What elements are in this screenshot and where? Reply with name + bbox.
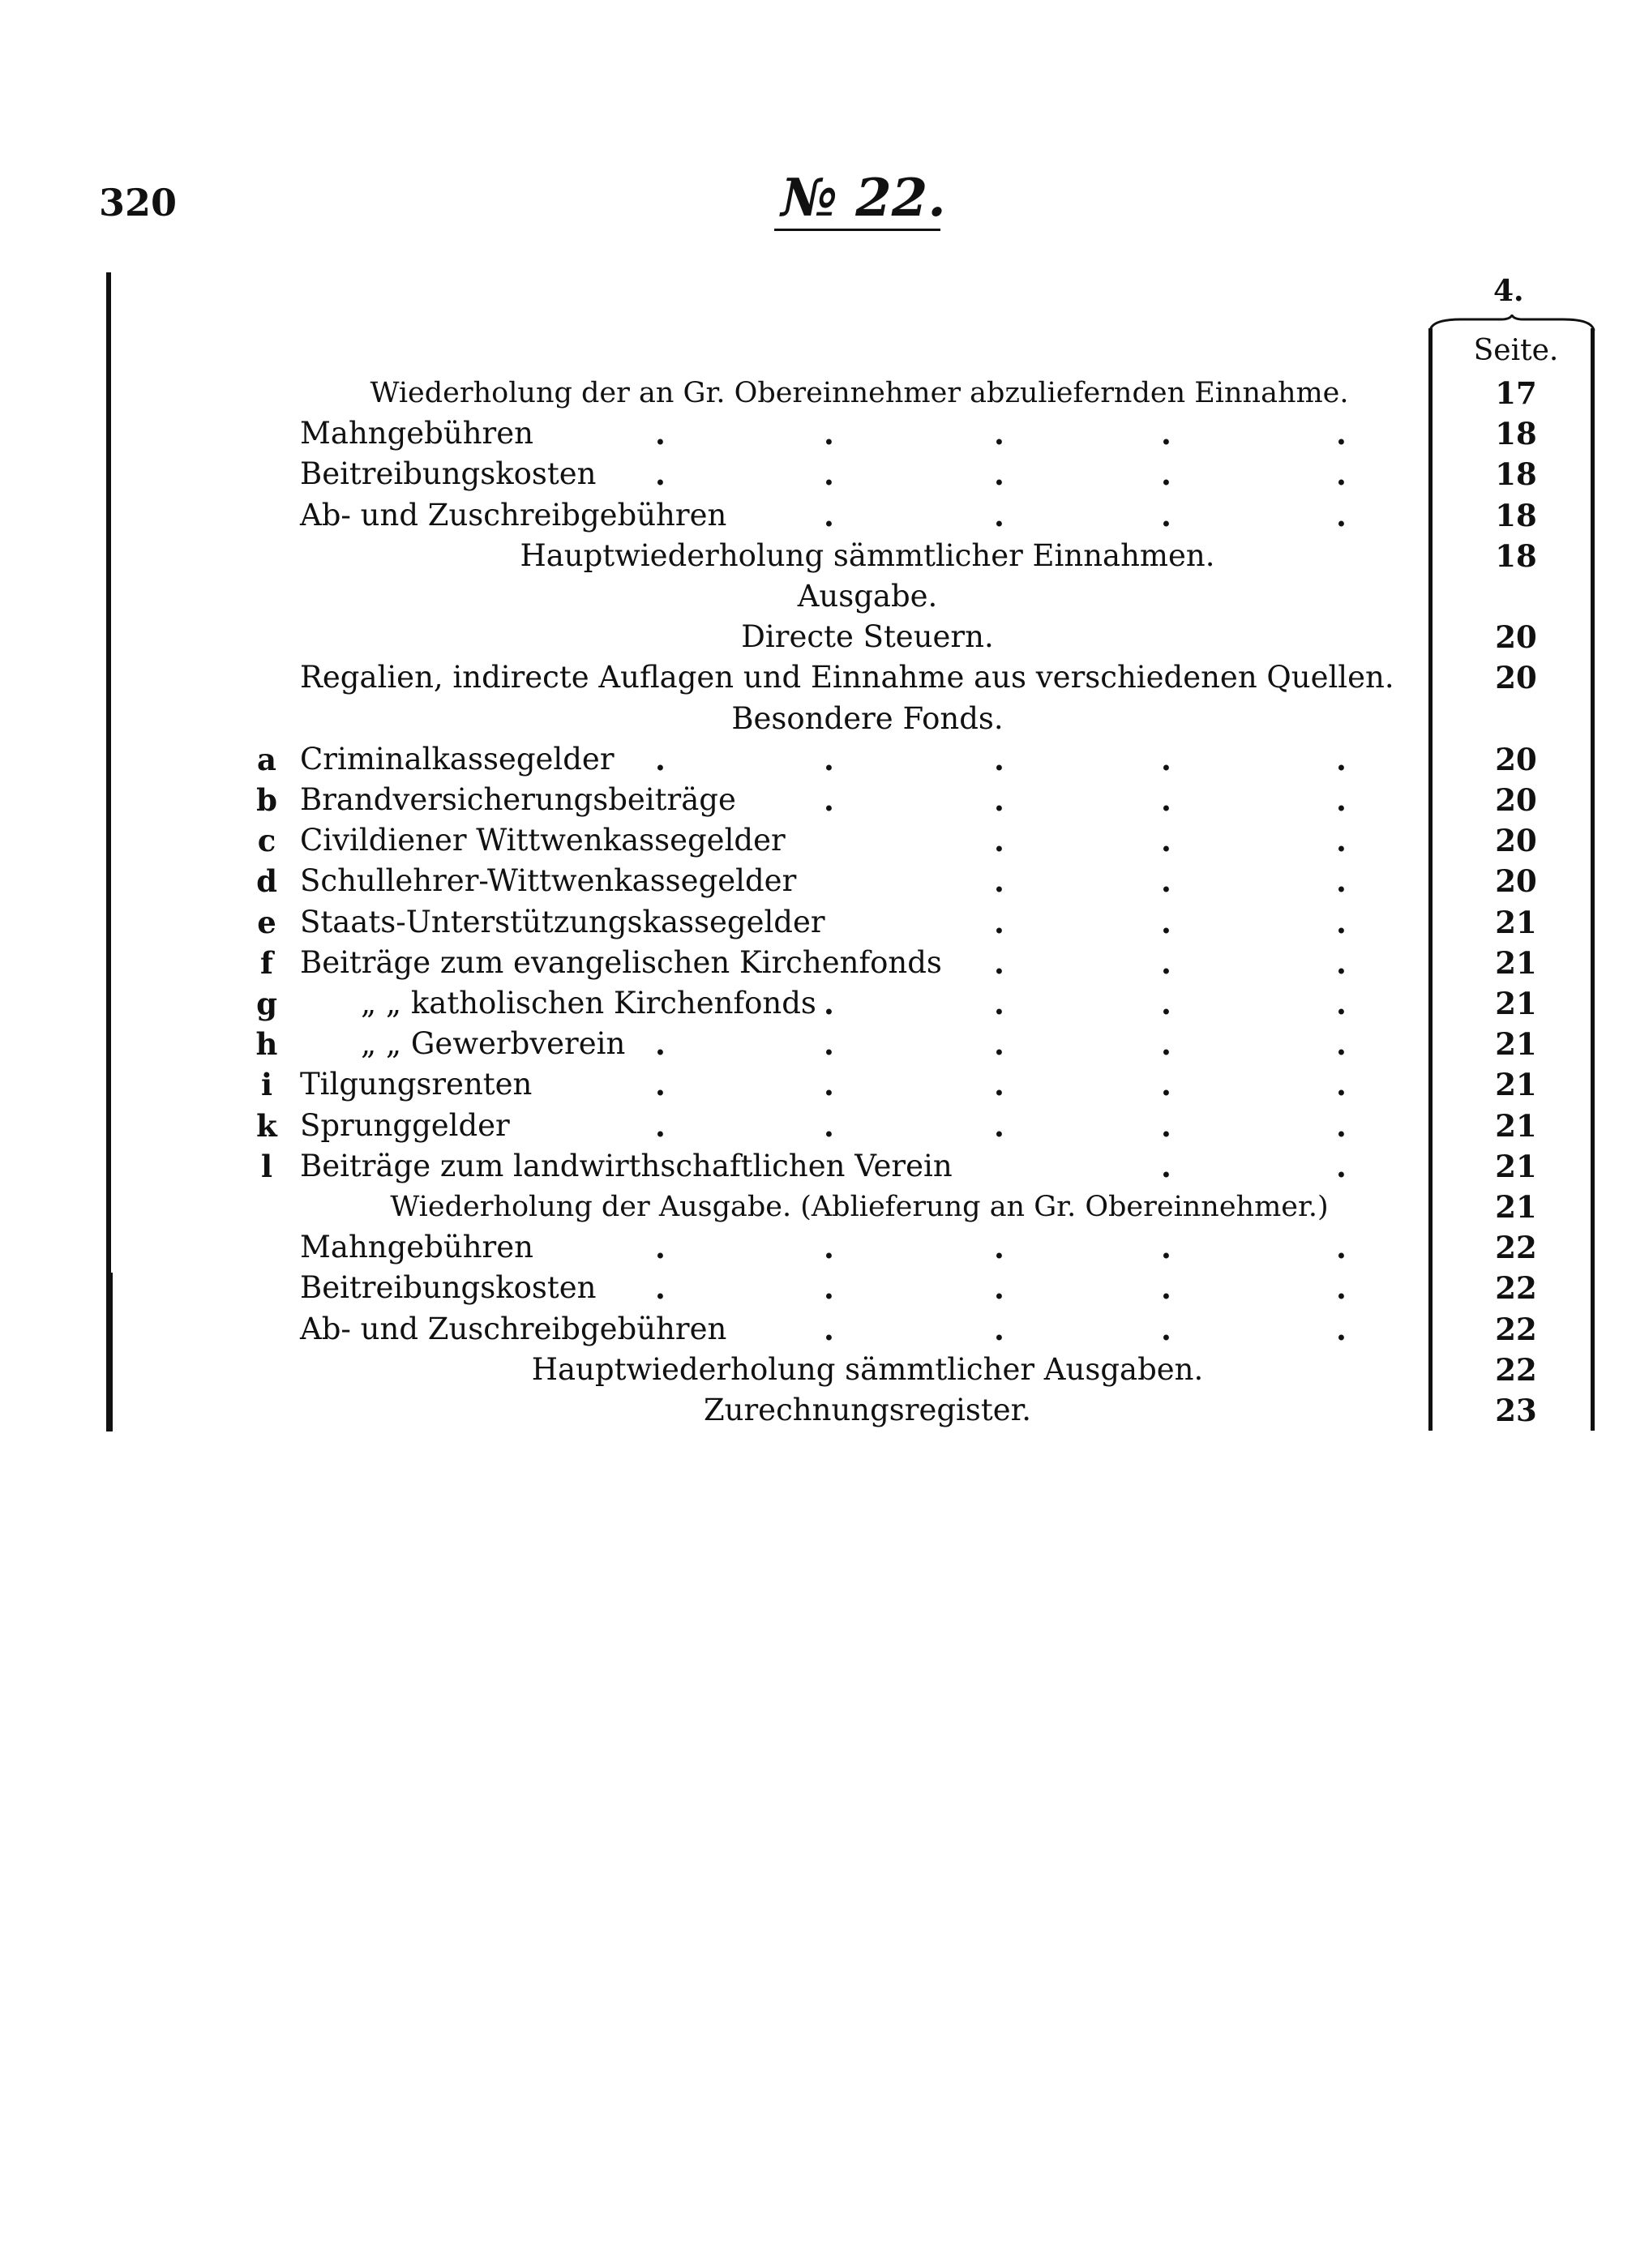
list-item xyxy=(0,1390,1636,1431)
leader-dot: . xyxy=(1336,1149,1347,1184)
row-letter: k xyxy=(256,1108,277,1144)
leader-dot: . xyxy=(994,1270,1004,1306)
leader-dot: . xyxy=(994,1108,1004,1144)
document-heading: № 22. xyxy=(781,168,946,229)
leader-dot: . xyxy=(994,456,1004,492)
page-reference: 20 xyxy=(1495,823,1537,858)
row-letter: a xyxy=(257,742,276,777)
leader-dot: . xyxy=(655,1026,666,1062)
leader-dot: . xyxy=(824,1312,834,1347)
list-item xyxy=(0,657,1636,698)
row-letter: d xyxy=(256,863,277,899)
list-item xyxy=(0,1106,1636,1146)
page-reference: 18 xyxy=(1495,456,1537,492)
list-item xyxy=(0,1064,1636,1105)
row-label: Hauptwiederholung sämmtlicher Ausgaben. xyxy=(531,1352,1204,1387)
leader-dot: . xyxy=(1161,1026,1171,1062)
list-item xyxy=(0,780,1636,820)
leader-dot: . xyxy=(1161,1149,1171,1184)
leader-dot: . xyxy=(824,1108,834,1144)
leader-dot: . xyxy=(1161,1067,1171,1102)
list-item xyxy=(0,902,1636,943)
leader-dot: . xyxy=(994,986,1004,1021)
leader-dot: . xyxy=(994,1067,1004,1102)
leader-dot: . xyxy=(1336,863,1347,899)
leader-dot: . xyxy=(1161,782,1171,818)
leader-dot: . xyxy=(1336,1312,1347,1347)
page-reference: 22 xyxy=(1495,1230,1537,1265)
leader-dot: . xyxy=(1336,1270,1347,1306)
leader-dot: . xyxy=(1161,1230,1171,1265)
page-reference: 18 xyxy=(1495,538,1537,574)
list-item xyxy=(0,454,1636,494)
row-label: Regalien, indirecte Auflagen und Einnahme aus verschiedenen Quellen. xyxy=(300,660,1394,695)
page-reference: 18 xyxy=(1495,498,1537,533)
leader-dot: . xyxy=(1161,986,1171,1021)
list-item xyxy=(0,413,1636,454)
leader-dot: . xyxy=(1336,945,1347,981)
row-label: Brandversicherungsbeiträge xyxy=(300,782,736,817)
leader-dot: . xyxy=(1336,1067,1347,1102)
row-label: Wiederholung der Ausgabe. (Ablieferung an Gr. Obereinnehmer.) xyxy=(390,1191,1329,1223)
row-label: Civildiener Wittwenkassegelder xyxy=(300,823,786,858)
leader-dot: . xyxy=(1336,1026,1347,1062)
page-reference: 18 xyxy=(1495,416,1537,451)
leader-dot: . xyxy=(1161,498,1171,533)
row-label: Beitreibungskosten xyxy=(300,456,597,491)
page-reference: 20 xyxy=(1495,863,1537,899)
leader-dot: . xyxy=(1161,1312,1171,1347)
page-reference: 20 xyxy=(1495,782,1537,818)
list-item xyxy=(0,1350,1636,1390)
row-letter: l xyxy=(260,1149,273,1184)
leader-dot: . xyxy=(824,742,834,777)
leader-dot: . xyxy=(1336,742,1347,777)
leader-dot: . xyxy=(824,456,834,492)
leader-dot: . xyxy=(824,986,834,1021)
leader-dot: . xyxy=(1336,782,1347,818)
leader-dot: . xyxy=(994,945,1004,981)
row-label: Beiträge zum landwirthschaftlichen Verein xyxy=(300,1149,953,1183)
list-item xyxy=(0,1146,1636,1187)
leader-dot: . xyxy=(1336,986,1347,1021)
leader-dot: . xyxy=(1161,1108,1171,1144)
row-label: Criminalkassegelder xyxy=(300,742,615,777)
page-reference: 20 xyxy=(1495,619,1537,655)
section-number: 4. xyxy=(1493,274,1524,308)
page-reference: 21 xyxy=(1495,905,1537,940)
page-reference: 20 xyxy=(1495,742,1537,777)
heading-underline xyxy=(774,229,940,231)
list-item xyxy=(0,739,1636,780)
list-item xyxy=(0,861,1636,901)
row-letter: i xyxy=(260,1067,273,1102)
leader-dot: . xyxy=(824,1230,834,1265)
page-reference: 23 xyxy=(1495,1393,1537,1428)
page-reference: 21 xyxy=(1495,1189,1537,1225)
leader-dot: . xyxy=(994,905,1004,940)
row-label: Schullehrer-Wittwenkassegelder xyxy=(300,863,797,898)
leader-dot: . xyxy=(994,863,1004,899)
leader-dot: . xyxy=(655,1067,666,1102)
row-label: Tilgungsrenten xyxy=(300,1067,533,1102)
leader-dot: . xyxy=(1336,1230,1347,1265)
page-reference: 21 xyxy=(1495,1149,1537,1184)
leader-dot: . xyxy=(994,1312,1004,1347)
leader-dot: . xyxy=(1161,823,1171,858)
leader-dot: . xyxy=(1336,905,1347,940)
leader-dot: . xyxy=(1336,456,1347,492)
row-label: Beitreibungskosten xyxy=(300,1270,597,1305)
row-letter: g xyxy=(256,986,277,1021)
leader-dot: . xyxy=(1161,456,1171,492)
list-item xyxy=(0,820,1636,861)
row-label: Beiträge zum evangelischen Kirchenfonds xyxy=(300,945,942,980)
row-letter: b xyxy=(256,782,277,818)
leader-dot: . xyxy=(994,1230,1004,1265)
row-label: „ „ katholischen Kirchenfonds xyxy=(361,986,816,1021)
list-item xyxy=(0,1187,1636,1227)
list-item xyxy=(0,495,1636,536)
leader-dot: . xyxy=(824,1067,834,1102)
row-letter: f xyxy=(260,945,273,981)
leader-dot: . xyxy=(1161,945,1171,981)
leader-dot: . xyxy=(655,1230,666,1265)
leader-dot: . xyxy=(824,498,834,533)
leader-dot: . xyxy=(1336,416,1347,451)
page-reference: 21 xyxy=(1495,986,1537,1021)
leader-dot: . xyxy=(994,742,1004,777)
list-item xyxy=(0,1227,1636,1268)
leader-dot: . xyxy=(994,823,1004,858)
row-label: Staats-Unterstützungskassegelder xyxy=(300,905,825,939)
page-reference: 21 xyxy=(1495,1026,1537,1062)
list-item xyxy=(0,536,1636,576)
list-item xyxy=(0,943,1636,983)
page-reference: 22 xyxy=(1495,1352,1537,1388)
leader-dot: . xyxy=(994,1026,1004,1062)
leader-dot: . xyxy=(655,742,666,777)
row-label: Ab- und Zuschreibgebühren xyxy=(300,498,727,533)
leader-dot: . xyxy=(1161,905,1171,940)
list-item xyxy=(0,1024,1636,1064)
page-reference: 17 xyxy=(1495,375,1537,411)
leader-dot: . xyxy=(655,416,666,451)
list-item xyxy=(0,1268,1636,1308)
page-reference: 22 xyxy=(1495,1312,1537,1347)
column-brace xyxy=(1428,315,1595,332)
page-reference: 21 xyxy=(1495,945,1537,981)
row-label: Directe Steuern. xyxy=(741,619,994,654)
leader-dot: . xyxy=(824,782,834,818)
leader-dot: . xyxy=(994,416,1004,451)
row-label: Mahngebühren xyxy=(300,1230,533,1265)
leader-dot: . xyxy=(655,456,666,492)
row-label: Zurechnungsregister. xyxy=(703,1393,1032,1427)
page-reference: 20 xyxy=(1495,660,1537,695)
leader-dot: . xyxy=(824,1026,834,1062)
leader-dot: . xyxy=(994,782,1004,818)
leader-dot: . xyxy=(1161,416,1171,451)
leader-dot: . xyxy=(1336,498,1347,533)
list-item xyxy=(0,576,1636,617)
leader-dot: . xyxy=(655,1108,666,1144)
leader-dot: . xyxy=(824,416,834,451)
row-label: „ „ Gewerbverein xyxy=(361,1026,626,1061)
page-reference: 21 xyxy=(1495,1108,1537,1144)
list-item xyxy=(0,699,1636,739)
list-item xyxy=(0,983,1636,1024)
row-label: Sprunggelder xyxy=(300,1108,510,1143)
column-header-seite: Seite. xyxy=(1473,334,1559,367)
page-number: 320 xyxy=(99,181,178,225)
list-item xyxy=(0,1309,1636,1350)
row-letter: h xyxy=(255,1026,278,1062)
list-item xyxy=(0,617,1636,657)
row-label: Ab- und Zuschreibgebühren xyxy=(300,1312,727,1346)
leader-dot: . xyxy=(994,498,1004,533)
row-label: Mahngebühren xyxy=(300,416,533,451)
leader-dot: . xyxy=(655,1270,666,1306)
leader-dot: . xyxy=(824,1270,834,1306)
leader-dot: . xyxy=(1336,823,1347,858)
row-label: Besondere Fonds. xyxy=(731,701,1004,736)
row-letter: c xyxy=(257,823,276,858)
row-label: Wiederholung der an Gr. Obereinnehmer abzuliefernden Einnahme. xyxy=(370,377,1349,409)
leader-dot: . xyxy=(1161,863,1171,899)
row-label: Ausgabe. xyxy=(797,579,938,614)
leader-dot: . xyxy=(1161,1270,1171,1306)
page-reference: 22 xyxy=(1495,1270,1537,1306)
leader-dot: . xyxy=(1336,1108,1347,1144)
leader-dot: . xyxy=(1161,742,1171,777)
page-reference: 21 xyxy=(1495,1067,1537,1102)
list-item xyxy=(0,373,1636,413)
row-letter: e xyxy=(257,905,276,940)
row-label: Hauptwiederholung sämmtlicher Einnahmen. xyxy=(520,538,1215,573)
